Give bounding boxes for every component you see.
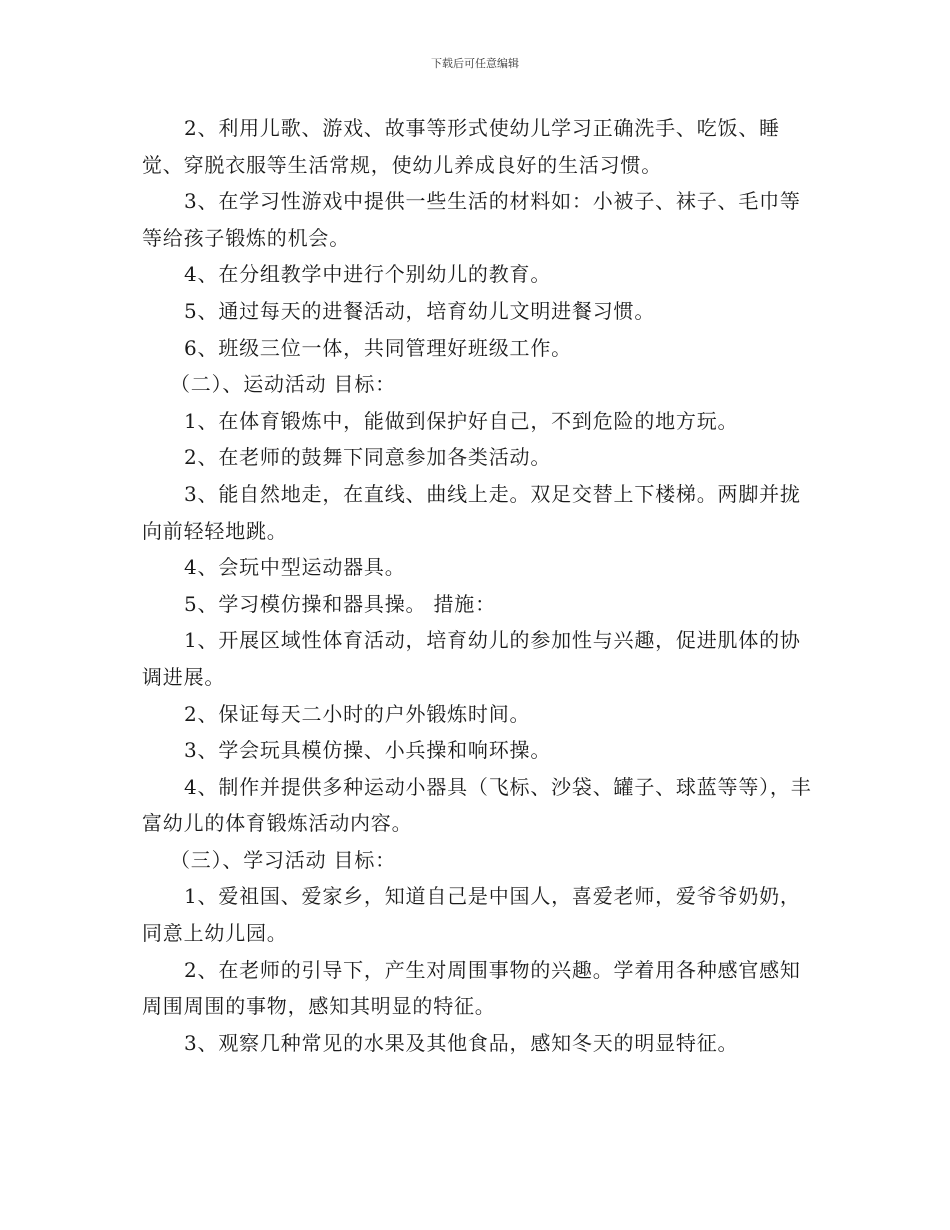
paragraph: 2、利用儿歌、游戏、故事等形式使幼儿学习正确洗手、吃饭、睡觉、穿脱衣服等生活常规，使幼儿养成良好的生活习惯。 — [142, 116, 780, 177]
document-body — [142, 110, 812, 1061]
paragraph: 5、通过每天的进餐活动，培育幼儿文明进餐习惯。 — [184, 298, 656, 323]
paragraph: 3、在学习性游戏中提供一些生活的材料如：小被子、袜子、毛巾等等给孩子锻炼的机会。 — [142, 189, 801, 250]
paragraph: 4、会玩中型运动器具。 — [184, 555, 406, 580]
paragraph: 1、开展区域性体育活动，培育幼儿的参加性与兴趣，促进肌体的协调进展。 — [142, 628, 801, 689]
paragraph: 6、班级三位一体，共同管理好班级工作。 — [184, 335, 572, 360]
paragraph: 4、在分组教学中进行个别幼儿的教育。 — [184, 262, 552, 287]
paragraph: 2、在老师的鼓舞下同意参加各类活动。 — [184, 445, 552, 470]
paragraph: 3、学会玩具模仿操、小兵操和响环操。 — [184, 738, 552, 763]
paragraph: 2、保证每天二小时的户外锻炼时间。 — [184, 701, 531, 726]
paragraph: 3、能自然地走，在直线、曲线上走。双足交替上下楼梯。两脚并拢向前轻轻地跳。 — [142, 481, 801, 543]
paragraph: 3、观察几种常见的水果及其他食品，感知冬天的明显特征。 — [184, 1030, 739, 1055]
paragraph: 4、制作并提供多种运动小器具（飞标、沙袋、罐子、球蓝等等），丰富幼儿的体育锻炼活动内容。 — [142, 774, 812, 836]
page-header: 下载后可任意编辑 — [431, 57, 519, 70]
paragraph: 1、在体育锻炼中，能做到保护好自己，不到危险的地方玩。 — [184, 408, 739, 433]
paragraph: 1、爱祖国、爱家乡，知道自己是中国人，喜爱老师，爱爷爷奶奶，同意上幼儿园。 — [142, 884, 801, 946]
section-heading: （二）、运动活动 目标： — [170, 372, 396, 397]
paragraph: 2、在老师的引导下，产生对周围事物的兴趣。学着用各种感官感知周围周围的事物，感知其明显的特征。 — [142, 957, 801, 1019]
paragraph: 5、学习模仿操和器具操。 措施： — [184, 591, 496, 616]
section-heading: （三）、学习活动 目标： — [170, 847, 396, 872]
